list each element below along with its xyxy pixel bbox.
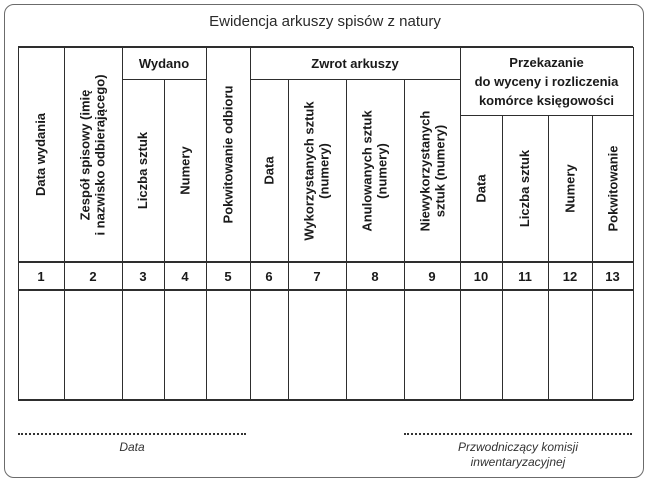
column-header-label-line: Pokwitowanie odbioru bbox=[220, 85, 236, 224]
table-bottom-border bbox=[18, 399, 633, 401]
column-header-label-9 bbox=[417, 110, 447, 231]
column-header-label-line: sztuk (numery) bbox=[432, 124, 448, 217]
column-number-9: 9 bbox=[428, 268, 436, 284]
group-header-przekazanie-line-3: komórce księgowości bbox=[478, 92, 615, 108]
column-header-label-line: Liczba sztuk bbox=[135, 131, 151, 210]
column-header-label-line: Numery bbox=[177, 146, 193, 195]
column-header-label-8 bbox=[360, 110, 390, 231]
column-header-3 bbox=[122, 79, 164, 262]
column-number-5: 5 bbox=[224, 268, 232, 284]
column-header-label-line: Data bbox=[473, 174, 489, 203]
group-header-przekazanie-line-1: Przekazanie bbox=[509, 54, 584, 70]
column-header-7 bbox=[288, 79, 346, 262]
group-header-wydano: Wydano bbox=[138, 55, 190, 71]
column-header-label-line: Data bbox=[261, 156, 277, 185]
chairman-label bbox=[404, 440, 632, 470]
column-header-label-5 bbox=[221, 86, 236, 224]
column-header-label-line: (numery) bbox=[375, 142, 391, 199]
column-header-13 bbox=[592, 115, 633, 262]
column-header-label-line: Zespół spisowy (imię bbox=[78, 89, 94, 220]
column-number-7: 7 bbox=[313, 268, 321, 284]
chairman-label-line-2: inwentaryzacyjnej bbox=[470, 455, 566, 469]
column-header-label-line: i nazwisko odbierającego) bbox=[93, 73, 109, 236]
column-header-9 bbox=[404, 79, 460, 262]
column-number-2: 2 bbox=[89, 268, 97, 284]
document-title: Ewidencja arkuszy spisów z natury bbox=[209, 13, 441, 30]
date-signature-line bbox=[18, 433, 246, 435]
column-header-label-line: Pokwitowanie bbox=[605, 145, 620, 232]
column-header-label-line: Niewykorzystanych bbox=[417, 110, 433, 231]
column-header-label-6 bbox=[262, 156, 277, 184]
column-header-label-1 bbox=[34, 113, 49, 196]
column-header-5 bbox=[206, 47, 250, 262]
group-header-zwrot: Zwrot arkuszy bbox=[311, 55, 399, 71]
column-number-6: 6 bbox=[265, 268, 273, 284]
group-header-przekazanie-line-2: do wyceny i rozliczenia bbox=[474, 73, 619, 89]
column-number-11: 11 bbox=[518, 268, 532, 284]
column-header-label-line: (numery) bbox=[317, 142, 333, 199]
chairman-label-line-1: Przwodniczący komisji bbox=[457, 440, 579, 454]
date-label: Data bbox=[119, 440, 145, 454]
column-header-label-13 bbox=[605, 146, 620, 232]
column-header-label-4 bbox=[178, 146, 193, 194]
column-header-6 bbox=[250, 79, 288, 262]
column-header-label-11 bbox=[518, 150, 533, 227]
column-header-12 bbox=[548, 115, 592, 262]
column-header-label-line: Liczba sztuk bbox=[517, 149, 533, 228]
column-header-1 bbox=[18, 47, 64, 262]
column-number-3: 3 bbox=[139, 268, 147, 284]
column-header-10 bbox=[460, 115, 502, 262]
column-number-1: 1 bbox=[37, 268, 45, 284]
column-header-11 bbox=[502, 115, 548, 262]
column-header-label-2 bbox=[78, 74, 108, 235]
column-header-8 bbox=[346, 79, 404, 262]
column-header-label-12 bbox=[563, 164, 578, 212]
column-header-label-line: Numery bbox=[562, 164, 578, 213]
column-header-2 bbox=[64, 47, 122, 262]
column-number-10: 10 bbox=[473, 268, 489, 284]
column-header-label-10 bbox=[474, 174, 489, 202]
column-number-4: 4 bbox=[181, 268, 189, 284]
chairman-signature-line bbox=[404, 433, 632, 435]
column-header-label-line: Wykorzystanych sztuk bbox=[302, 100, 318, 241]
column-header-label-line: Data wydania bbox=[33, 112, 49, 197]
column-header-label-3 bbox=[136, 132, 151, 209]
group-header-przekazanie bbox=[460, 47, 633, 115]
column-header-label-7 bbox=[302, 101, 332, 240]
column-number-12: 12 bbox=[562, 268, 578, 284]
column-number-8: 8 bbox=[371, 268, 379, 284]
column-number-13: 13 bbox=[605, 268, 620, 284]
column-header-label-line: Anulowanych sztuk bbox=[360, 109, 376, 232]
column-header-4 bbox=[164, 79, 206, 262]
